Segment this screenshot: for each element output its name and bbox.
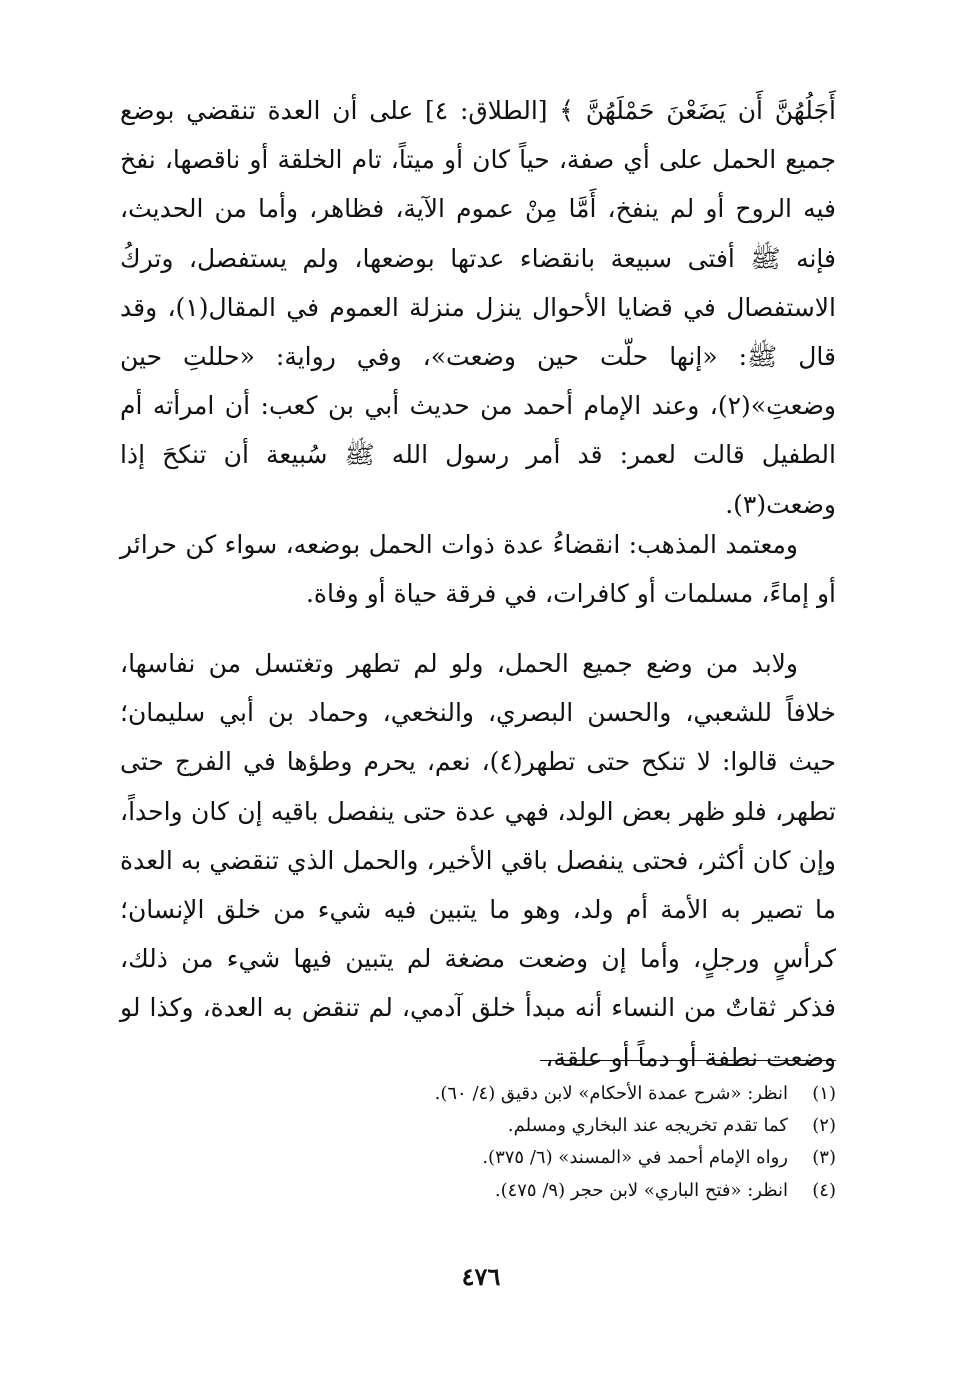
footnote-number: (٤) [812,1179,836,1201]
body-paragraph-1: أَجَلُهُنَّ أَن يَضَعْنَ حَمْلَهُنَّ ﴾ [الطلاق: ٤] على أن العدة تنقضي بوضع جميع الحمل على أي صفة، حياً كان أو ميتاً، تام الخلقة أو ناقصها، نفخ فيه الروح أو لم ينفخ، أَمَّا مِنْ عموم الآية، فظاهر، وأما من الحديث، فإنه ﷺ أفتى سبيعة بانقضاء عدتها بوضعها، ولم يستفصل، وتركُ الاستفصال في قضايا الأحوال ينزل منزلة العموم في المقال(١)، وقد قال ﷺ: «إنها حلّت حين وضعت»، وفي رواية: «حللتِ حين وضعتِ»(٢)، وعند الإمام أحمد من حديث أبي بن كعب: أن امرأته أم الطفيل قالت لعمر: قد أمر رسول الله ﷺ سُبيعة أن تنكحَ إذا وضعت(٣). [120,96,836,519]
body-paragraph-3: ولابد من وضع جميع الحمل، ولو لم تطهر وتغتسل من نفاسها، خلافاً للشعبي، والحسن البصري، والنخعي، وحماد بن أبي سليمان؛ حيث قالوا: لا تنكح حتى تطهر(٤)، نعم، يحرم وطؤها في الفرج حتى تطهر، فلو ظهر بعض الولد، فهي عدة حتى ينفصل باقيه إن كان واحداً، وإن كان أكثر، فحتى ينفصل باقي الأخير، والحمل الذي تنقضي به العدة ما تصير به الأمة أم ولد، وهو ما يتبين فيه شيء من خلق الإنسان؛ كرأسٍ ورجلٍ، وأما إن وضعت مضغة لم يتبين فيها شيء من ذلك، فذكر ثقاتٌ من النساء أنه مبدأ خلق آدمي، لم تنقض به العدة، وكذا لو وضعت نطفة أو دماً أو علقة، [120,649,836,1072]
footnote-number: (٢) [812,1115,836,1137]
footnote-item [120,1110,836,1142]
footnotes [120,1078,836,1207]
page-number: ٤٧٦ [461,1262,501,1291]
footnote-text: رواه الإمام أحمد في «المسند» (٦/ ٣٧٥). [482,1147,788,1169]
footnote-text: كما تقدم تخريجه عند البخاري ومسلم. [507,1115,788,1137]
footnote-text: انظر: «فتح الباري» لابن حجر (٩/ ٤٧٥). [494,1179,788,1201]
footnote-divider [540,1060,836,1061]
footnote-number: (١) [812,1083,836,1104]
footnote-text: انظر: «شرح عمدة الأحكام» لابن دقيق (٤/ ٦٠). [434,1083,788,1104]
footnote-item [120,1175,836,1207]
footnote-number: (٣) [812,1147,836,1169]
footnote-item [120,1142,836,1174]
body-paragraph-2: ومعتمد المذهب: انقضاءُ عدة ذوات الحمل بوضعه، سواء كن حرائر أو إماءً، مسلمات أو كافرات، في فرقة حياة أو وفاة. [120,530,836,609]
footnote-item [120,1078,836,1110]
